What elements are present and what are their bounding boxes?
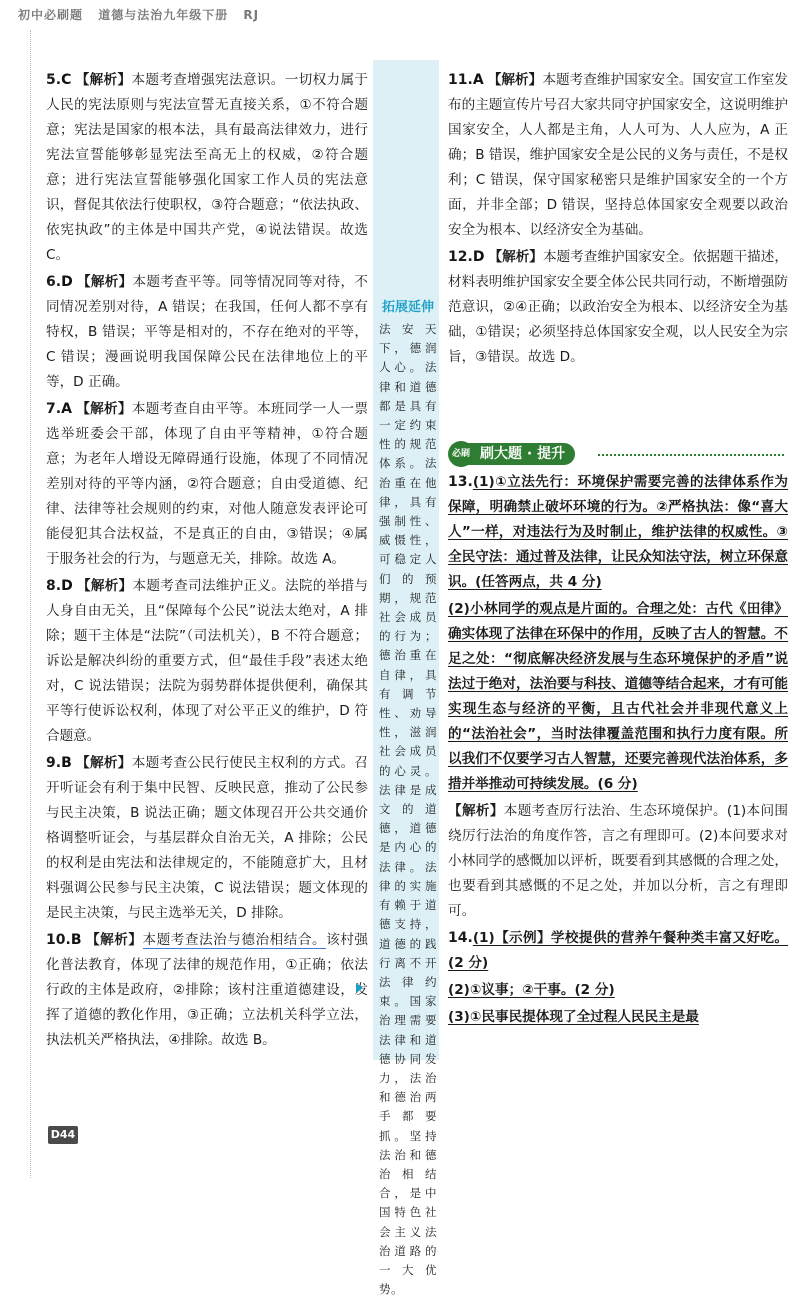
banner-divider (598, 454, 784, 456)
linked-phrase: 本题考查法治与德治相结合。 (142, 932, 327, 948)
answer-item-10: 10.B 【解析】本题考查法治与德治相结合。该村强化普法教育，体现了法律的规范作用，①正确；依法行政的主体是政府，②排除；该村注重道德建设，发挥了道德的教化作用，③正确；立法机关科学立法，执法机关严格执法，④排除。故选 B。 (46, 932, 369, 1048)
answer-item-12: 12.D 【解析】本题考查维护国家安全。依据题干描述，材料表明维护国家安全要全体公民共同行动，不断增强防范意识，②④正确；以政治安全为根本、以经济安全为基础，①错误；必须坚持总体国家安全观，以人民安全为宗旨，③错误。故选 D。 (448, 249, 789, 365)
section-badge-icon: 必刷 (448, 441, 474, 467)
q14-part3: (3)①民事民提体现了全过程人民民主是最 (448, 1009, 699, 1025)
pointer-arrow-icon (356, 983, 363, 993)
q13-part1: (1)①立法先行：环境保护需要完善的法律体系作为保障，明确禁止破坏环境的行为。②严格执法：像“喜大人”一样，对违法行为及时制止，维护法律的权威性。③全民守法：通过普及法律，让民众知法守法，树立环保意识。(任答两点，共 4 分) (448, 474, 788, 590)
answer-item-8: 8.D 【解析】本题考查司法维护正义。法院的举措与人身自由无关，且“保障每个公民”说法太绝对，A 排除；题干主体是“法院”（司法机关），B 不符合题意；诉讼是解决纠纷的重要方式，但“最佳手段”表述太绝对，C 说法错误；法院为弱势群体提供便利，确保其平等行使诉讼权利，体现了对公平正义的维护，D 符合题意。 (46, 578, 369, 744)
right-column-lower (448, 470, 788, 1032)
margin-dotted-line (30, 30, 31, 1178)
q14-part2-block (448, 978, 788, 1003)
sidebar-text: 法安天下，德润人心。法律和道德都是具有一定约束性的规范体系。法治重在他律，具有强制性、威慑性，可稳定人们的预期，规范社会成员的行为；德治重在自律，具有调节性、劝导性，滋润社会成员的心灵。法律是成文的道德，道德是内心的法律。法律的实施有赖于道德支持，道德的践行离不开法律约束。国家治理需要法律和道德协同发力，法治和德治两手都要抓。坚持法治和德治相结合，是中国特色社会主义法治道路的一大优势。 (379, 322, 437, 1297)
page-number: D44 (48, 1126, 78, 1144)
q13-part2-block (448, 597, 788, 797)
q14-part1: (1)【示例】学校提供的营养午餐种类丰富又好吃。(2 分) (448, 930, 788, 971)
left-column (46, 68, 368, 1055)
book-subject: 道德与法治九年级下册 (98, 8, 229, 22)
answer-item-9: 9.B 【解析】本题考查公民行使民主权利的方式。召开听证会有利于集中民智、反映民意，推动了公民参与民主决策，B 说法正确；题文体现召开公共交通价格调整听证会，与基层群众自治无关，A 排除；公民的权利是由宪法和法律规定的，不能随意扩大，且材料强调公民参与民主决策，C 说法错误；题文体现的是民主决策，与民主选举无关，D 排除。 (46, 755, 369, 921)
answer-item-5: 5.C 【解析】本题考查增强宪法意识。一切权力属于人民的宪法原则与宪法宣誓无直接关系，①不符合题意；宪法是国家的根本法，具有最高法律效力，进行宪法宣誓能够彰显宪法至高无上的权威，②符合题意；进行宪法宣誓能够强化国家工作人员的宪法意识，督促其依法行使职权，③符合题意；“依法执政、依宪执政”的主体是中国共产党，④说法错误。故选 C。 (46, 72, 369, 263)
answer-item-14: 14.(1)【示例】学校提供的营养午餐种类丰富又好吃。(2 分) (448, 930, 788, 971)
section-title: 刷大题 · 提升 (468, 443, 575, 465)
running-header (18, 6, 788, 28)
answer-item-13: 13.(1)①立法先行：环境保护需要完善的法律体系作为保障，明确禁止破坏环境的行为。②严格执法：像“喜大人”一样，对违法行为及时制止，维护法律的权威性。③全民守法：通过普及法律，让民众知法守法，树立环保意识。(任答两点，共 4 分) (448, 474, 788, 590)
q14-part3-block (448, 1005, 788, 1030)
sidebar-title: 拓展延伸 (381, 300, 434, 315)
book-edition: RJ (243, 8, 260, 22)
q13-part2: (2)小林同学的观点是片面的。合理之处：古代《田律》确实体现了法律在环保中的作用，反映了古人的智慧。不足之处：“彻底解决经济发展与生态环境保护的矛盾”说法过于绝对，法治要与科技、道德等结合起来，才有可能实现生态与经济的平衡，且古代社会并非现代意义上的“法治社会”，当时法律覆盖范围和执行力度有限。所以我们不仅要学习古人智慧，还要完善现代法治体系，多措并举推动可持续发展。(6 分) (448, 601, 788, 792)
answer-item-6: 6.D 【解析】本题考查平等。同等情况同等对待，不同情况差别对待，A 错误；在我国，任何人都不享有特权，B 错误；平等是相对的，不存在绝对的平等，C 错误；漫画说明我国保障公民在法律地位上的平等，D 正确。 (46, 274, 369, 390)
answer-item-7: 7.A 【解析】本题考查自由平等。本班同学一人一票选举班委会干部，体现了自由平等精神，①符合题意；为老年人增设无障碍通行设施，体现了不同情况差别对待的平等内涵，②符合题意；自由受道德、纪律、法律等社会规则的约束，对他人随意发表评论可能侵犯其合法权益，不是真正的自由，③错误；④属于服务社会的行为，与题意无关，排除。故选 A。 (46, 401, 368, 567)
section-banner (448, 441, 784, 467)
q13-analysis: 【解析】本题考查厉行法治、生态环境保护。(1)本问围绕厉行法治的角度作答，言之有理即可。(2)本问要求对小林同学的感慨加以评析，既要看到其感慨的合理之处，也要看到其感慨的不足之处，并加以分析，言之有理即可。 (448, 803, 788, 919)
book-series: 初中必刷题 (18, 8, 84, 22)
answer-item-11: 11.A 【解析】本题考查维护国家安全。国安宣工作室发布的主题宣传片号召大家共同守护国家安全，这说明维护国家安全，人人都是主角，人人可为、人人应为，A 正确；B 错误，维护国家安全是公民的义务与责任，不是权利；C 错误，保守国家秘密只是维护国家安全的一个方面，并非全部；D 错误，坚持总体国家安全观要以政治安全为根本、以经济安全为基础。 (448, 72, 789, 238)
q14-part2: (2)①议事；②干事。(2 分) (448, 982, 615, 998)
right-column (448, 68, 788, 372)
